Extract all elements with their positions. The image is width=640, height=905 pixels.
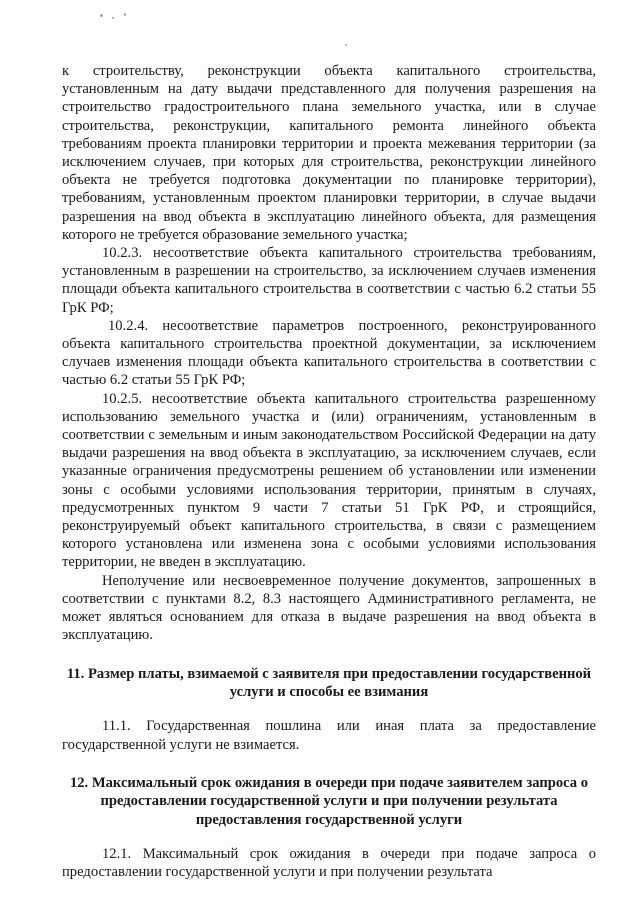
section-12-heading: 12. Максимальный срок ожидания в очереди при подаче заявителем запроса о предоставлении государственной услуги и при получении результата предоставления государственной услуги	[69, 774, 589, 828]
paragraph-10-2-3: 10.2.3. несоответствие объекта капитального строительства требованиям, установленным в разрешении на строительство, за исключением случаев изменения площади объекта капитального строительства в соответствии с частью 6.2 статьи 55 ГрК РФ;	[62, 245, 596, 316]
scan-speck	[112, 17, 114, 19]
paragraph-11-1: 11.1. Государственная пошлина или иная плата за предоставление государственной услуги не взимается.	[62, 718, 596, 753]
section-11-heading: 11. Размер платы, взимаемой с заявителя при предоставлении государственной услуги и способы ее взимания	[66, 665, 592, 700]
paragraph-10-2-5: 10.2.5. несоответствие объекта капитального строительства разрешенному использованию земельного участка и (или) ограничениям, установленным в соответствии с земельным и иным законодательством Российской Федерации на дату выдачи разрешения на ввод объекта в эксплуатацию, за исключением случаев, если указанные ограничения предусмотрены решением об установлении или изменении зоны с особыми условиями использования территории, принятым в случаях, предусмотренных пунктом 9 части 7 статьи 51 ГрК РФ, и строящийся, реконструируемый объект капитального строительства, в связи с размещением которого установлена или изменена зона с особыми условиями использования территории, не введен в эксплуатацию.	[62, 390, 596, 571]
scan-speck	[100, 14, 103, 17]
continued-paragraph: к строительству, реконструкции объекта капитального строительства, установленным на дату выдачи представленного для получения разрешения на строительство градостроительного плана земельного участка, или в случае строительства, реконструкции, капитального ремонта линейного объекта требованиям проекта планировки территории и проекта межевания территории (за исключением случаев, при которых для строительства, реконструкции линейного объекта не требуется подготовка документации по планировке территории), требованиям, установленным проектом планировки территории, в случае выдачи разрешения на ввод объекта в эксплуатацию линейного объекта, для размещения которого не требуется образование земельного участка;	[62, 63, 596, 243]
paragraph-12-1: 12.1. Максимальный срок ожидания в очереди при подаче запроса о предоставлении государственной услуги и при получении результата	[62, 845, 596, 881]
paragraph-nonreceipt: Неполучение или несвоевременное получение документов, запрошенных в соответствии с пунктами 8.2, 8.3 настоящего Административного регламента, не может являться основанием для отказа в выдаче разрешения на ввод объекта в эксплуатацию.	[62, 572, 596, 644]
document-body	[62, 62, 596, 881]
scan-speck	[124, 13, 126, 16]
paragraph-10-2-4: 10.2.4. несоответствие параметров построенного, реконструированного объекта капитального строительства проектной документации, за исключением случаев изменения площади объекта капитального строительства в соответствии с частью 6.2 статьи 55 ГрК РФ;	[62, 317, 596, 389]
scan-speck	[345, 44, 347, 46]
